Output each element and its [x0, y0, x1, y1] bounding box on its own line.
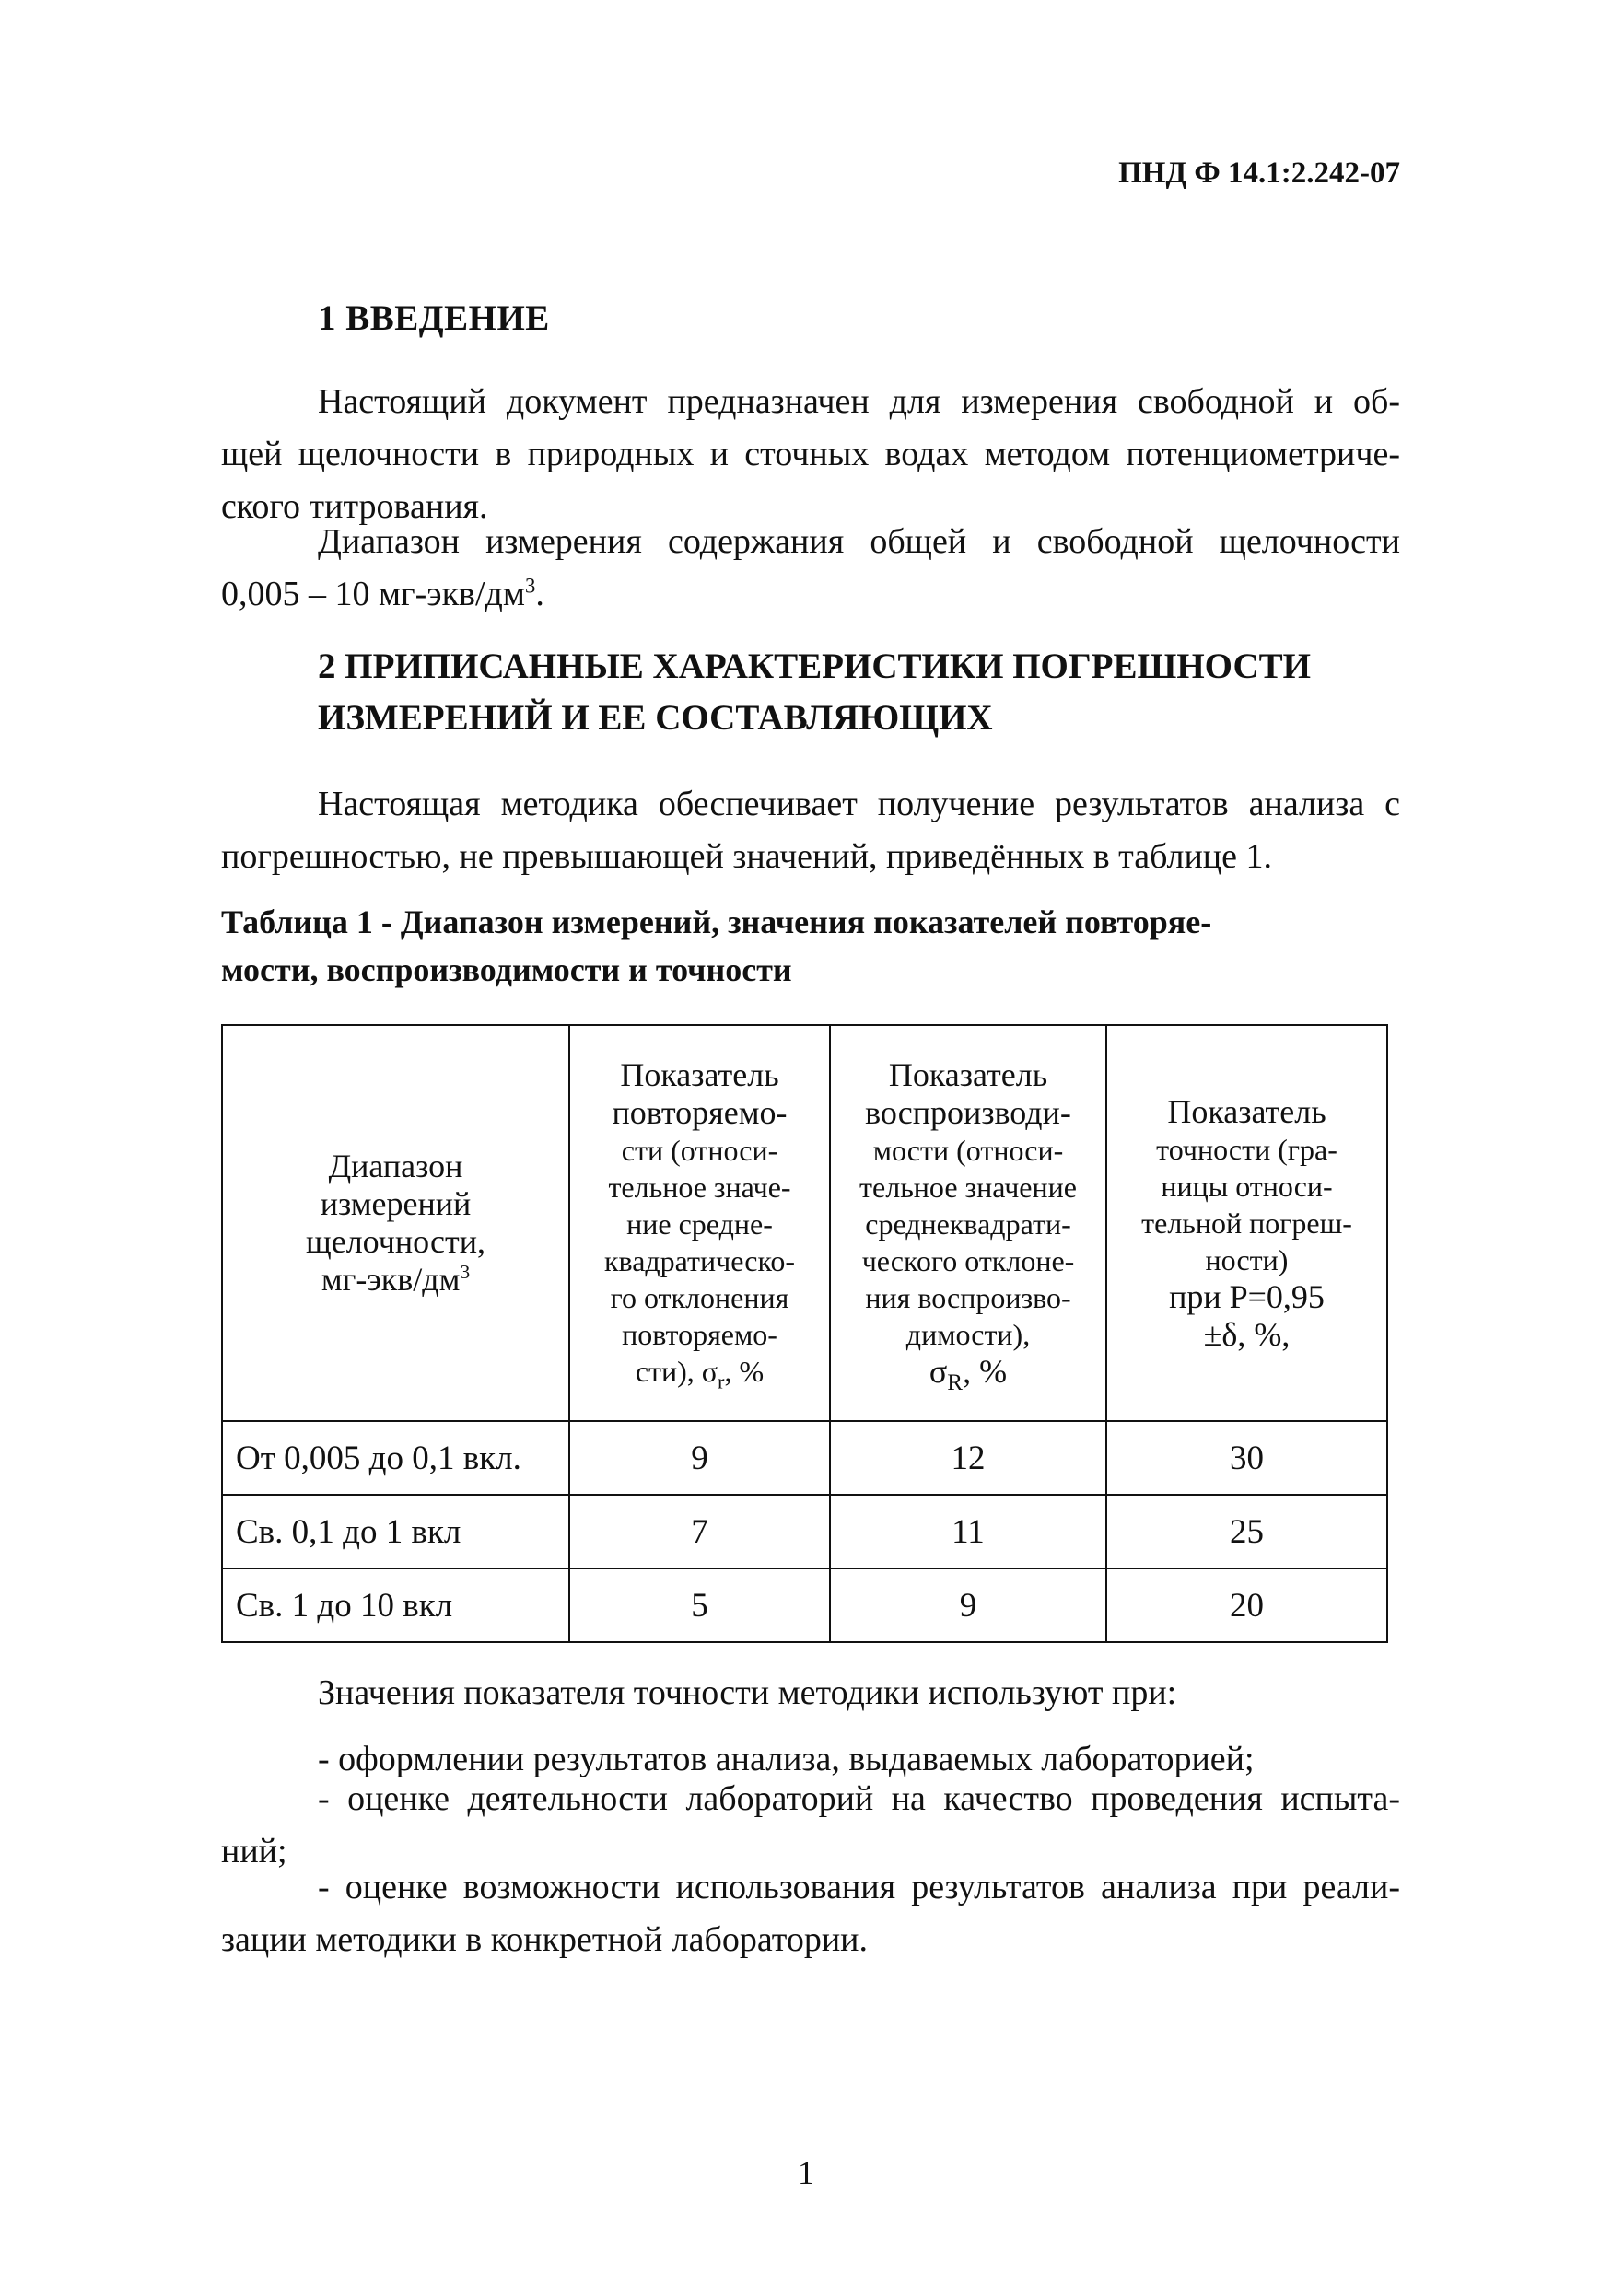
cell-reproducibility: 11 [830, 1495, 1106, 1568]
text-line: зации методики в конкретной лаборатории. [221, 1920, 869, 1959]
cell-repeatability: 7 [569, 1495, 830, 1568]
cell-range: Св. 1 до 10 вкл [222, 1568, 569, 1642]
header-accuracy: Показатель точности (гра- ницы относи- тельной погреш- ности) при Р=0,95 ±δ, %, [1106, 1025, 1387, 1421]
cell-accuracy: 30 [1106, 1421, 1387, 1495]
cell-accuracy: 25 [1106, 1495, 1387, 1568]
cell-reproducibility: 9 [830, 1568, 1106, 1642]
text-line: ского титрования. [221, 487, 488, 526]
cell-range: От 0,005 до 0,1 вкл. [222, 1421, 569, 1495]
text-line: - оценке возможности использования результатов анализа при реали- [318, 1868, 1400, 1906]
text-line: Значения показателя точности методики используют при: [318, 1673, 1177, 1712]
text-line: погрешностью, не превышающей значений, приведённых в таблице 1. [221, 837, 1272, 876]
text-line: 0,005 – 10 $мг-экв/дм^3$. [221, 574, 544, 613]
text-line: - оформлении результатов анализа, выдаваемых лабораторией; [318, 1740, 1255, 1778]
text-line: ний; [221, 1832, 287, 1871]
document-code: ПНД Ф 14.1:2.242-07 [1118, 157, 1400, 190]
cell-reproducibility: 12 [830, 1421, 1106, 1495]
cell-repeatability: 5 [569, 1568, 830, 1642]
method-paragraph [221, 778, 1400, 883]
text-line: Настоящий документ предназначен для измерения свободной и об- [318, 382, 1400, 421]
header-range: Диапазон измерений щелочности, $мг-экв/дм^3$ [222, 1025, 569, 1421]
table-row [222, 1421, 1387, 1495]
page-number: 1 [798, 2154, 814, 2191]
table-caption: Таблица 1 - Диапазон измерений, значения показателей повторяе- мости, воспроизводимости и точности [221, 903, 1212, 988]
header-reproducibility: Показатель воспроизводи- мости (относи- тельное значение среднеквадрати- ческого отклоне- ния воспроизво- димости), $\sigma_R$, % [830, 1025, 1106, 1421]
intro-paragraph [221, 376, 1400, 533]
cell-range: Св. 0,1 до 1 вкл [222, 1495, 569, 1568]
table-1 [221, 1024, 1388, 1643]
text-line: Диапазон измерения содержания общей и свободной щелочности [318, 522, 1400, 561]
cell-accuracy: 20 [1106, 1568, 1387, 1642]
header-repeatability: Показатель повторяемо- сти (относи- тельное значе- ние средне- квадратическо- го отклонения повторяемо- сти), $\sigma_r$, % [569, 1025, 830, 1421]
text-line: щей щелочности в природных и сточных водах методом потенциометриче- [221, 435, 1400, 473]
usage-item-3 [221, 1861, 1400, 1966]
table-header-row [222, 1025, 1387, 1421]
usage-intro [221, 1667, 1400, 1719]
range-paragraph [221, 516, 1400, 621]
cell-repeatability: 9 [569, 1421, 830, 1495]
text-line: - оценке деятельности лабораторий на качество проведения испыта- [318, 1779, 1400, 1818]
text-line: Настоящая методика обеспечивает получение результатов анализа с [318, 785, 1400, 823]
table-row [222, 1568, 1387, 1642]
section-1-heading: 1 ВВЕДЕНИЕ [318, 298, 550, 338]
table-row [222, 1495, 1387, 1568]
section-2-heading: 2 ПРИПИСАННЫЕ ХАРАКТЕРИСТИКИ ПОГРЕШНОСТИ ИЗМЕРЕНИЙ И ЕЕ СОСТАВЛЯЮЩИХ [318, 647, 1312, 738]
